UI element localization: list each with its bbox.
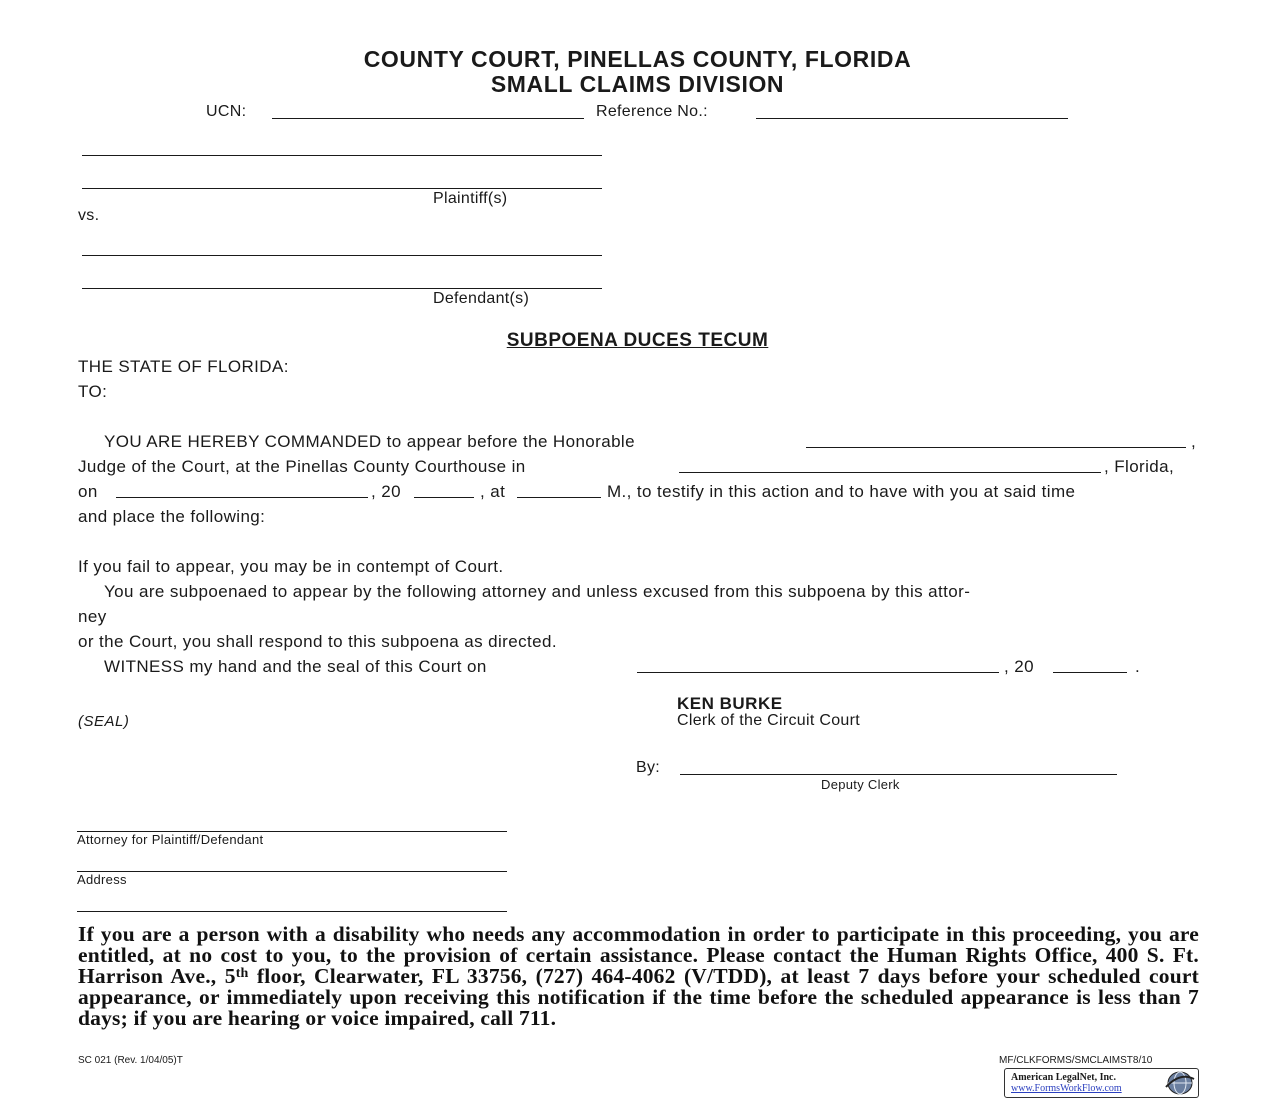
- attorney-label: Attorney for Plaintiff/Defendant: [77, 832, 264, 847]
- logo-name: American LegalNet, Inc.: [1011, 1072, 1116, 1083]
- ucn-field[interactable]: [272, 118, 584, 119]
- comma: ,: [1191, 432, 1197, 451]
- florida-text: , Florida,: [1104, 457, 1175, 476]
- american-legalnet-logo[interactable]: [1004, 1068, 1199, 1098]
- witness-period: .: [1135, 657, 1141, 676]
- clerk-title: Clerk of the Circuit Court: [677, 712, 860, 729]
- witness-text: WITNESS my hand and the seal of this Court on: [104, 657, 487, 676]
- ada-notice-part1: If you are a person with a disability who needs any accommodation in order to participate in this proceeding, you are entitled, at no cost to you, to the provision of certain assistance. Please contact the Human Rights Office, 400 S. Ft. Harrison Ave., 5: [78, 922, 1199, 988]
- attorney-text-3: or the Court, you shall respond to this subpoena as directed.: [78, 632, 557, 651]
- on-label: on: [78, 482, 98, 501]
- form-code: MF/CLKFORMS/SMCLAIMST8/10: [999, 1055, 1153, 1066]
- clerk-name: KEN BURKE: [677, 694, 783, 713]
- witness-year-prefix: , 20: [1004, 657, 1034, 676]
- to-label: TO:: [78, 382, 108, 401]
- address-field[interactable]: [77, 871, 507, 872]
- place-text: and place the following:: [78, 507, 266, 526]
- reference-label: Reference No.:: [596, 103, 708, 120]
- deputy-signature-field[interactable]: [680, 774, 1117, 775]
- witness-date-field[interactable]: [637, 672, 999, 673]
- state-of-florida: THE STATE OF FLORIDA:: [78, 357, 289, 376]
- defendant-line-1[interactable]: [82, 255, 602, 256]
- document-title: SUBPOENA DUCES TECUM: [506, 330, 769, 351]
- seal-label: (SEAL): [78, 713, 130, 730]
- attorney-text-1: You are subpoenaed to appear by the following attorney and unless excused from this subpoena by this attor-: [104, 582, 971, 601]
- contempt-warning: If you fail to appear, you may be in contempt of Court.: [78, 557, 504, 576]
- division-title: SMALL CLAIMS DIVISION: [490, 71, 785, 97]
- date-field[interactable]: [116, 497, 368, 498]
- defendant-label: Defendant(s): [433, 290, 530, 307]
- ucn-label: UCN:: [206, 103, 247, 120]
- plaintiff-line-2[interactable]: [82, 188, 602, 189]
- ada-notice-sup: th: [235, 966, 249, 981]
- year-field[interactable]: [414, 497, 474, 498]
- at-label: , at: [480, 482, 506, 501]
- vs-label: vs.: [78, 207, 100, 224]
- testify-text: M., to testify in this action and to have with you at said time: [607, 482, 1076, 501]
- by-label: By:: [636, 759, 661, 776]
- time-field[interactable]: [517, 497, 601, 498]
- judge-name-field[interactable]: [806, 447, 1186, 448]
- attorney-text-2: ney: [78, 607, 107, 626]
- address-field-2[interactable]: [77, 911, 507, 912]
- form-id: SC 021 (Rev. 1/04/05)T: [78, 1055, 183, 1066]
- logo-url[interactable]: www.FormsWorkFlow.com: [1011, 1083, 1122, 1094]
- witness-year-field[interactable]: [1053, 672, 1127, 673]
- plaintiff-label: Plaintiff(s): [433, 190, 508, 207]
- courthouse-text: Judge of the Court, at the Pinellas County Courthouse in: [78, 457, 526, 476]
- year-prefix: , 20: [371, 482, 401, 501]
- globe-icon: [1163, 1070, 1197, 1096]
- city-field[interactable]: [679, 472, 1101, 473]
- court-title: COUNTY COURT, PINELLAS COUNTY, FLORIDA: [363, 46, 912, 72]
- ada-notice-part2: floor, Clearwater, FL 33756, (727) 464-4062 (V/TDD), at least 7 days before your scheduled court appearance, or immediately upon receiving this notification if the time before the scheduled appearance is less than 7 days; if you are hearing or voice impaired, call 711.: [78, 964, 1200, 1030]
- plaintiff-line-1[interactable]: [82, 155, 602, 156]
- defendant-line-2[interactable]: [82, 288, 602, 289]
- ada-notice: [78, 924, 1199, 1029]
- command-text: YOU ARE HEREBY COMMANDED to appear before the Honorable: [104, 432, 635, 451]
- address-label: Address: [77, 872, 127, 887]
- reference-field[interactable]: [756, 118, 1068, 119]
- deputy-clerk-label: Deputy Clerk: [821, 777, 900, 792]
